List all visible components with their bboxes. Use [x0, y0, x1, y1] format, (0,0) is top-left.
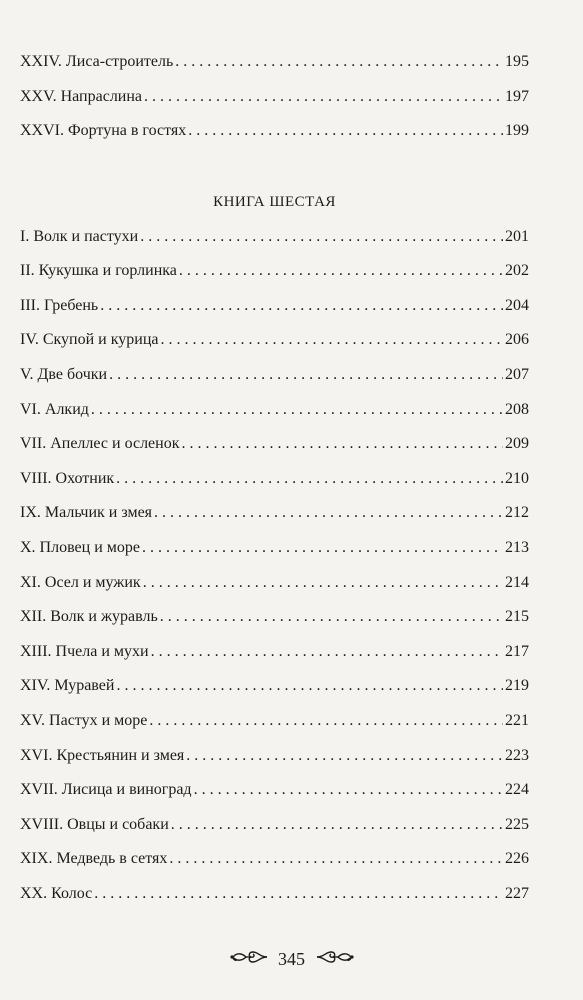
- toc-entry-page: 223: [505, 746, 529, 764]
- toc-entry-page: 227: [505, 884, 529, 902]
- toc-entry-title: XVII. Лисица и виноград: [20, 781, 192, 799]
- toc-entry-page: 217: [505, 642, 529, 660]
- toc-entry-title: III. Гребень: [20, 296, 99, 314]
- toc-entry: [20, 808, 529, 843]
- toc-entry-page: 199: [505, 122, 529, 140]
- toc-entry-title: XIX. Медведь в сетях: [20, 850, 168, 868]
- toc-entry-title: XXV. Напраслина: [20, 87, 143, 105]
- toc-group-book-five-end: [20, 45, 529, 149]
- toc-entry: [20, 393, 529, 428]
- toc-entry: [20, 842, 529, 877]
- dot-leader: [194, 773, 503, 808]
- toc-entry: [20, 704, 529, 739]
- toc-entry-title: XVIII. Овцы и собаки: [20, 815, 169, 833]
- toc-entry-page: 215: [505, 608, 529, 626]
- dot-leader: [169, 842, 503, 877]
- toc-entry: [20, 635, 529, 670]
- dot-leader: [142, 531, 503, 566]
- right-vine-ornament-icon: [316, 949, 354, 970]
- toc-group-book-six: [20, 185, 529, 911]
- toc-entry: [20, 496, 529, 531]
- toc-entry: [20, 669, 529, 704]
- dot-leader: [175, 45, 503, 80]
- toc-entry: [20, 220, 529, 255]
- toc-entry-title: XII. Волк и журавль: [20, 608, 158, 626]
- dot-leader: [186, 739, 503, 774]
- toc-entry-page: 197: [505, 87, 529, 105]
- toc-entry: [20, 462, 529, 497]
- toc-entry: [20, 45, 529, 80]
- toc-entry: [20, 531, 529, 566]
- toc-entry-title: X. Пловец и море: [20, 538, 141, 556]
- dot-leader: [179, 254, 503, 289]
- dot-leader: [144, 80, 503, 115]
- toc-entry-page: 219: [505, 677, 529, 695]
- toc-entry: [20, 566, 529, 601]
- toc-entry: [20, 358, 529, 393]
- toc-entry-page: 201: [505, 227, 529, 245]
- toc-entry-title: XIII. Пчела и мухи: [20, 642, 149, 660]
- toc-entry: [20, 114, 529, 149]
- dot-leader: [171, 808, 503, 843]
- toc-entry-page: 210: [505, 469, 529, 487]
- dot-leader: [143, 566, 503, 601]
- toc-entry-title: IV. Скупой и курица: [20, 331, 159, 349]
- toc-entry-page: 208: [505, 400, 529, 418]
- dot-leader: [91, 393, 503, 428]
- dot-leader: [149, 704, 503, 739]
- toc-entry-title: I. Волк и пастухи: [20, 227, 139, 245]
- dot-leader: [140, 220, 503, 255]
- toc-entry-page: 224: [505, 781, 529, 799]
- toc-entry-page: 212: [505, 504, 529, 522]
- toc-entry-page: 214: [505, 573, 529, 591]
- section-heading: КНИГА ШЕСТАЯ: [213, 194, 336, 210]
- toc-entry-page: 225: [505, 815, 529, 833]
- toc-entry: [20, 80, 529, 115]
- dot-leader: [116, 669, 503, 704]
- toc-entry-page: 221: [505, 711, 529, 729]
- toc-entry: [20, 254, 529, 289]
- toc-entry-title: V. Две бочки: [20, 365, 108, 383]
- page-number: 345: [278, 949, 305, 970]
- dot-leader: [116, 462, 503, 497]
- dot-leader: [161, 323, 504, 358]
- toc-entry-title: XXVI. Фортуна в гостях: [20, 122, 187, 140]
- dot-leader: [188, 114, 503, 149]
- toc-entry-title: XIV. Муравей: [20, 677, 115, 695]
- toc-entry-title: VIII. Охотник: [20, 469, 115, 487]
- toc-entry-page: 213: [505, 538, 529, 556]
- toc-entry: [20, 323, 529, 358]
- dot-leader: [100, 289, 503, 324]
- toc-entry: [20, 773, 529, 808]
- page-footer: [0, 948, 583, 970]
- dot-leader: [151, 635, 503, 670]
- toc-entry-title: XI. Осел и мужик: [20, 573, 141, 591]
- toc-entry-title: XXIV. Лиса-строитель: [20, 53, 174, 70]
- dot-leader: [109, 358, 503, 393]
- toc-entry: [20, 739, 529, 774]
- toc-entry: [20, 877, 529, 912]
- toc-entry-page: 226: [505, 850, 529, 868]
- toc-entry-title: VII. Апеллес и осленок: [20, 435, 180, 453]
- toc-entry-page: 204: [505, 296, 529, 314]
- dot-leader: [94, 877, 503, 912]
- toc-entry-title: XX. Колос: [20, 884, 93, 902]
- toc-entry-title: VI. Алкид: [20, 400, 89, 418]
- left-vine-ornament-icon: [230, 949, 268, 970]
- toc-entry-page: 206: [505, 331, 529, 349]
- dot-leader: [181, 427, 503, 462]
- toc-entry-title: XVI. Крестьянин и змея: [20, 746, 185, 764]
- toc-entry-page: 207: [505, 365, 529, 383]
- toc-entry: [20, 427, 529, 462]
- toc-entry-title: IX. Мальчик и змея: [20, 504, 153, 522]
- toc-entry: [20, 289, 529, 324]
- toc-entry-title: II. Кукушка и горлинка: [20, 262, 177, 280]
- dot-leader: [154, 496, 503, 531]
- toc-entry-title: XV. Пастух и море: [20, 711, 148, 729]
- toc-entry-page: 209: [505, 435, 529, 453]
- dot-leader: [160, 600, 503, 635]
- toc-entry-page: 202: [505, 262, 529, 280]
- toc-entry-page: 195: [505, 53, 529, 70]
- toc-entry: [20, 600, 529, 635]
